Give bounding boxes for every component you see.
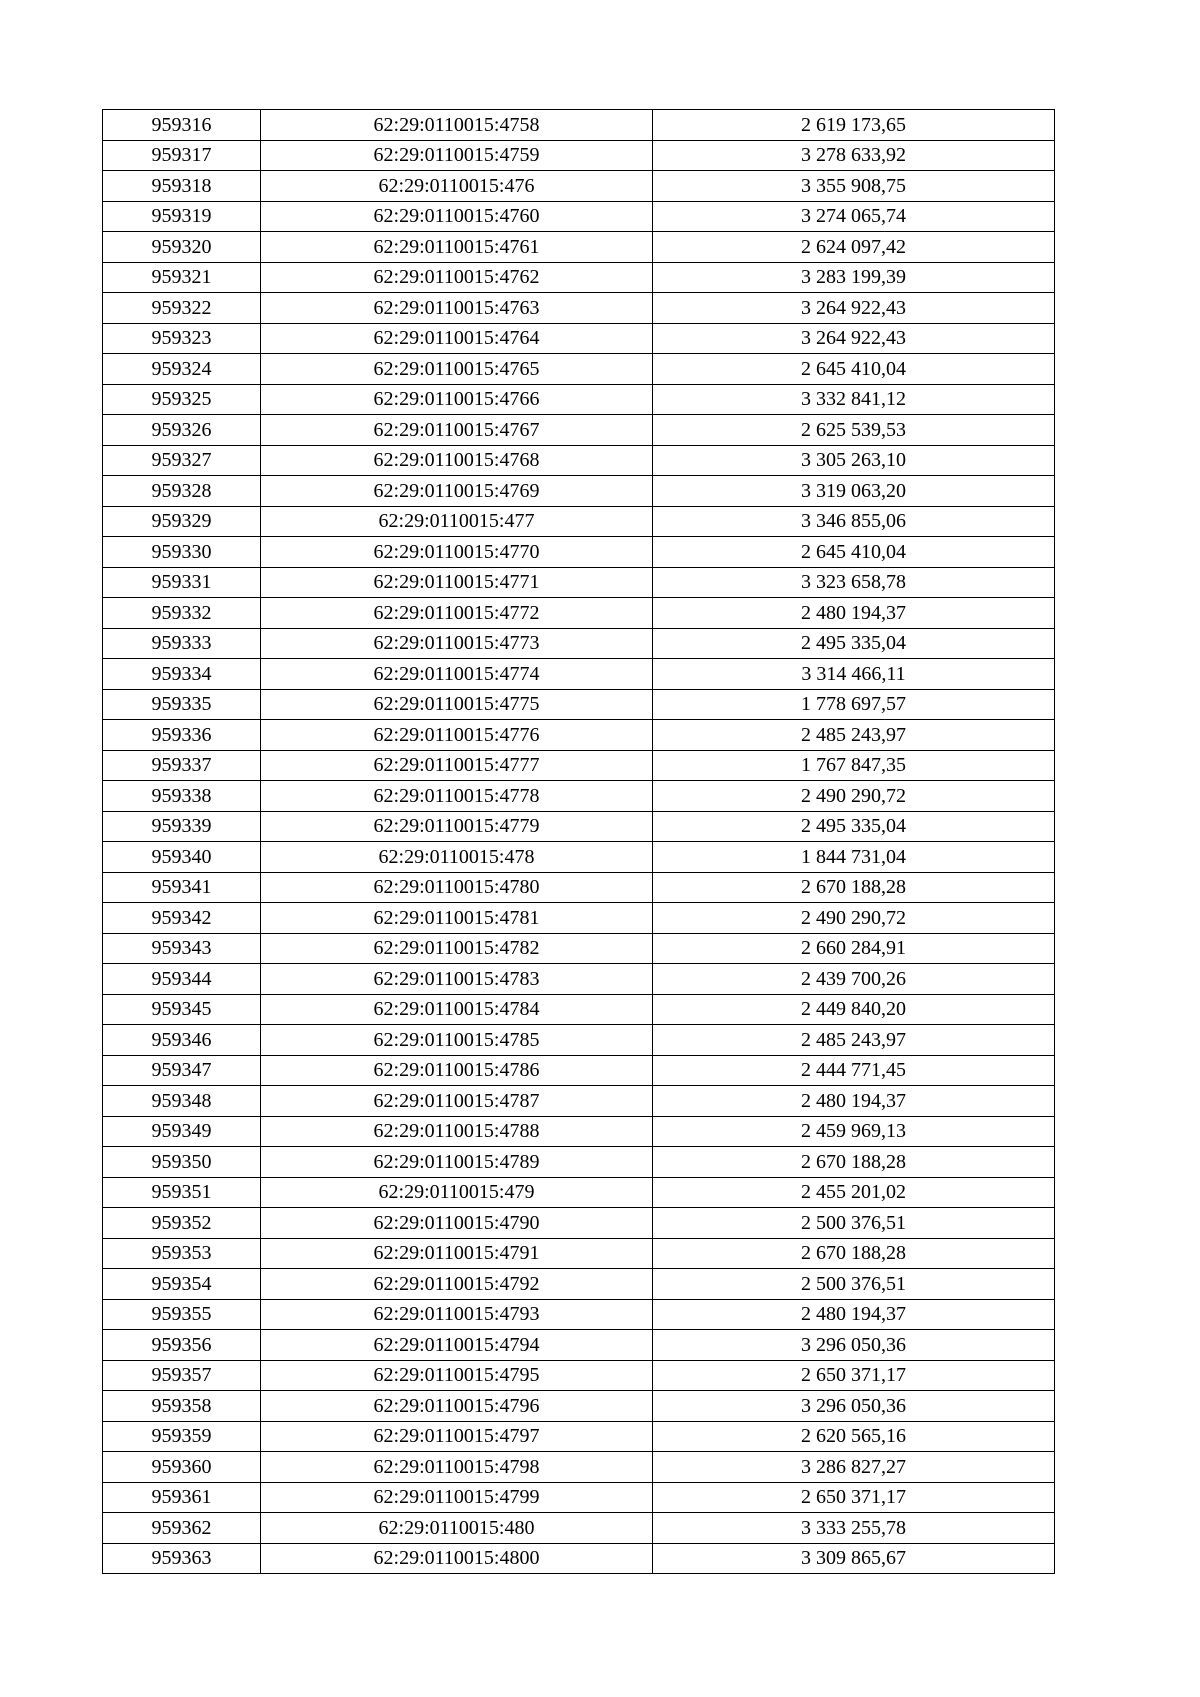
row-number-cell: 959359 — [103, 1421, 261, 1452]
table-row — [103, 872, 1055, 903]
table-row — [103, 1482, 1055, 1513]
table-row — [103, 1238, 1055, 1269]
table-row — [103, 720, 1055, 751]
row-number-cell: 959358 — [103, 1391, 261, 1422]
row-number-cell: 959317 — [103, 140, 261, 171]
row-number-cell: 959346 — [103, 1025, 261, 1056]
value-cell: 3 309 865,67 — [653, 1543, 1055, 1574]
table-row — [103, 415, 1055, 446]
table-row — [103, 1208, 1055, 1239]
row-number-cell: 959332 — [103, 598, 261, 629]
table-row — [103, 537, 1055, 568]
table-row — [103, 781, 1055, 812]
cadastral-number-cell: 62:29:0110015:4774 — [261, 659, 653, 690]
row-number-cell: 959360 — [103, 1452, 261, 1483]
table-row — [103, 1116, 1055, 1147]
row-number-cell: 959326 — [103, 415, 261, 446]
value-cell: 2 500 376,51 — [653, 1269, 1055, 1300]
value-cell: 2 495 335,04 — [653, 628, 1055, 659]
row-number-cell: 959322 — [103, 293, 261, 324]
value-cell: 3 355 908,75 — [653, 171, 1055, 202]
cadastral-number-cell: 62:29:0110015:4785 — [261, 1025, 653, 1056]
table-row — [103, 1330, 1055, 1361]
cadastral-number-cell: 62:29:0110015:4775 — [261, 689, 653, 720]
value-cell: 2 645 410,04 — [653, 537, 1055, 568]
table-row — [103, 171, 1055, 202]
row-number-cell: 959318 — [103, 171, 261, 202]
cadastral-number-cell: 62:29:0110015:4791 — [261, 1238, 653, 1269]
value-cell: 2 485 243,97 — [653, 720, 1055, 751]
table-row — [103, 110, 1055, 141]
cadastral-number-cell: 62:29:0110015:4762 — [261, 262, 653, 293]
cadastral-number-cell: 62:29:0110015:4766 — [261, 384, 653, 415]
cadastral-number-cell: 62:29:0110015:4771 — [261, 567, 653, 598]
value-cell: 2 620 565,16 — [653, 1421, 1055, 1452]
table-row — [103, 323, 1055, 354]
row-number-cell: 959324 — [103, 354, 261, 385]
value-cell: 3 274 065,74 — [653, 201, 1055, 232]
row-number-cell: 959347 — [103, 1055, 261, 1086]
value-cell: 2 650 371,17 — [653, 1482, 1055, 1513]
cadastral-number-cell: 62:29:0110015:4790 — [261, 1208, 653, 1239]
data-table — [102, 109, 1055, 1574]
value-cell: 3 319 063,20 — [653, 476, 1055, 507]
cadastral-number-cell: 62:29:0110015:4769 — [261, 476, 653, 507]
row-number-cell: 959331 — [103, 567, 261, 598]
row-number-cell: 959339 — [103, 811, 261, 842]
table-row — [103, 811, 1055, 842]
cadastral-number-cell: 62:29:0110015:4795 — [261, 1360, 653, 1391]
value-cell: 3 264 922,43 — [653, 323, 1055, 354]
table-row — [103, 1025, 1055, 1056]
cadastral-number-cell: 62:29:0110015:4759 — [261, 140, 653, 171]
row-number-cell: 959342 — [103, 903, 261, 934]
row-number-cell: 959361 — [103, 1482, 261, 1513]
cadastral-number-cell: 62:29:0110015:4796 — [261, 1391, 653, 1422]
value-cell: 3 286 827,27 — [653, 1452, 1055, 1483]
table-row — [103, 1543, 1055, 1574]
row-number-cell: 959344 — [103, 964, 261, 995]
table-row — [103, 293, 1055, 324]
row-number-cell: 959319 — [103, 201, 261, 232]
value-cell: 2 500 376,51 — [653, 1208, 1055, 1239]
cadastral-number-cell: 62:29:0110015:4783 — [261, 964, 653, 995]
table-row — [103, 1177, 1055, 1208]
table-row — [103, 1269, 1055, 1300]
value-cell: 2 650 371,17 — [653, 1360, 1055, 1391]
table-row — [103, 1513, 1055, 1544]
row-number-cell: 959351 — [103, 1177, 261, 1208]
cadastral-number-cell: 62:29:0110015:4778 — [261, 781, 653, 812]
row-number-cell: 959350 — [103, 1147, 261, 1178]
table-row — [103, 994, 1055, 1025]
value-cell: 2 625 539,53 — [653, 415, 1055, 446]
table-row — [103, 1391, 1055, 1422]
value-cell: 3 278 633,92 — [653, 140, 1055, 171]
row-number-cell: 959320 — [103, 232, 261, 263]
value-cell: 2 459 969,13 — [653, 1116, 1055, 1147]
value-cell: 2 495 335,04 — [653, 811, 1055, 842]
row-number-cell: 959348 — [103, 1086, 261, 1117]
row-number-cell: 959330 — [103, 537, 261, 568]
cadastral-number-cell: 62:29:0110015:4797 — [261, 1421, 653, 1452]
row-number-cell: 959352 — [103, 1208, 261, 1239]
row-number-cell: 959349 — [103, 1116, 261, 1147]
cadastral-number-cell: 62:29:0110015:4776 — [261, 720, 653, 751]
cadastral-number-cell: 62:29:0110015:476 — [261, 171, 653, 202]
table-row — [103, 750, 1055, 781]
cadastral-number-cell: 62:29:0110015:4798 — [261, 1452, 653, 1483]
table-row — [103, 201, 1055, 232]
table-row — [103, 964, 1055, 995]
value-cell: 3 333 255,78 — [653, 1513, 1055, 1544]
cadastral-number-cell: 62:29:0110015:480 — [261, 1513, 653, 1544]
cadastral-number-cell: 62:29:0110015:4761 — [261, 232, 653, 263]
value-cell: 2 449 840,20 — [653, 994, 1055, 1025]
cadastral-number-cell: 62:29:0110015:4773 — [261, 628, 653, 659]
cadastral-number-cell: 62:29:0110015:4767 — [261, 415, 653, 446]
table-row — [103, 1360, 1055, 1391]
value-cell: 3 332 841,12 — [653, 384, 1055, 415]
table-row — [103, 1299, 1055, 1330]
cadastral-number-cell: 62:29:0110015:4787 — [261, 1086, 653, 1117]
row-number-cell: 959316 — [103, 110, 261, 141]
row-number-cell: 959354 — [103, 1269, 261, 1300]
cadastral-number-cell: 62:29:0110015:4772 — [261, 598, 653, 629]
table-row — [103, 506, 1055, 537]
table-row — [103, 933, 1055, 964]
table-row — [103, 689, 1055, 720]
row-number-cell: 959341 — [103, 872, 261, 903]
value-cell: 2 660 284,91 — [653, 933, 1055, 964]
row-number-cell: 959338 — [103, 781, 261, 812]
cadastral-number-cell: 62:29:0110015:4794 — [261, 1330, 653, 1361]
row-number-cell: 959325 — [103, 384, 261, 415]
table-row — [103, 1086, 1055, 1117]
value-cell: 3 314 466,11 — [653, 659, 1055, 690]
table-row — [103, 1421, 1055, 1452]
cadastral-number-cell: 62:29:0110015:4758 — [261, 110, 653, 141]
value-cell: 1 767 847,35 — [653, 750, 1055, 781]
value-cell: 2 670 188,28 — [653, 1147, 1055, 1178]
table-row — [103, 842, 1055, 873]
row-number-cell: 959340 — [103, 842, 261, 873]
value-cell: 2 670 188,28 — [653, 872, 1055, 903]
cadastral-number-cell: 62:29:0110015:4764 — [261, 323, 653, 354]
table-row — [103, 476, 1055, 507]
cadastral-number-cell: 62:29:0110015:478 — [261, 842, 653, 873]
table-row — [103, 140, 1055, 171]
row-number-cell: 959356 — [103, 1330, 261, 1361]
table-row — [103, 354, 1055, 385]
cadastral-number-cell: 62:29:0110015:4784 — [261, 994, 653, 1025]
row-number-cell: 959323 — [103, 323, 261, 354]
table-row — [103, 232, 1055, 263]
cadastral-number-cell: 62:29:0110015:4786 — [261, 1055, 653, 1086]
cadastral-number-cell: 62:29:0110015:479 — [261, 1177, 653, 1208]
row-number-cell: 959327 — [103, 445, 261, 476]
cadastral-number-cell: 62:29:0110015:4780 — [261, 872, 653, 903]
value-cell: 1 778 697,57 — [653, 689, 1055, 720]
table-row — [103, 262, 1055, 293]
cadastral-number-cell: 62:29:0110015:4760 — [261, 201, 653, 232]
table-body — [103, 110, 1055, 1574]
cadastral-number-cell: 62:29:0110015:4788 — [261, 1116, 653, 1147]
row-number-cell: 959333 — [103, 628, 261, 659]
row-number-cell: 959362 — [103, 1513, 261, 1544]
value-cell: 2 444 771,45 — [653, 1055, 1055, 1086]
value-cell: 2 624 097,42 — [653, 232, 1055, 263]
value-cell: 2 480 194,37 — [653, 598, 1055, 629]
row-number-cell: 959355 — [103, 1299, 261, 1330]
cadastral-number-cell: 62:29:0110015:4793 — [261, 1299, 653, 1330]
row-number-cell: 959328 — [103, 476, 261, 507]
table-row — [103, 598, 1055, 629]
value-cell: 2 670 188,28 — [653, 1238, 1055, 1269]
value-cell: 2 439 700,26 — [653, 964, 1055, 995]
cadastral-number-cell: 62:29:0110015:4781 — [261, 903, 653, 934]
cadastral-number-cell: 62:29:0110015:4777 — [261, 750, 653, 781]
row-number-cell: 959357 — [103, 1360, 261, 1391]
value-cell: 2 455 201,02 — [653, 1177, 1055, 1208]
row-number-cell: 959363 — [103, 1543, 261, 1574]
cadastral-number-cell: 62:29:0110015:4768 — [261, 445, 653, 476]
cadastral-number-cell: 62:29:0110015:477 — [261, 506, 653, 537]
value-cell: 3 346 855,06 — [653, 506, 1055, 537]
row-number-cell: 959334 — [103, 659, 261, 690]
value-cell: 1 844 731,04 — [653, 842, 1055, 873]
row-number-cell: 959336 — [103, 720, 261, 751]
cadastral-number-cell: 62:29:0110015:4779 — [261, 811, 653, 842]
table-row — [103, 567, 1055, 598]
table-row — [103, 1147, 1055, 1178]
cadastral-number-cell: 62:29:0110015:4799 — [261, 1482, 653, 1513]
row-number-cell: 959345 — [103, 994, 261, 1025]
row-number-cell: 959335 — [103, 689, 261, 720]
cadastral-number-cell: 62:29:0110015:4770 — [261, 537, 653, 568]
value-cell: 3 283 199,39 — [653, 262, 1055, 293]
row-number-cell: 959321 — [103, 262, 261, 293]
value-cell: 2 490 290,72 — [653, 781, 1055, 812]
table-row — [103, 628, 1055, 659]
table-row — [103, 384, 1055, 415]
row-number-cell: 959343 — [103, 933, 261, 964]
cadastral-number-cell: 62:29:0110015:4763 — [261, 293, 653, 324]
value-cell: 2 480 194,37 — [653, 1086, 1055, 1117]
cadastral-number-cell: 62:29:0110015:4782 — [261, 933, 653, 964]
cadastral-number-cell: 62:29:0110015:4800 — [261, 1543, 653, 1574]
cadastral-number-cell: 62:29:0110015:4792 — [261, 1269, 653, 1300]
row-number-cell: 959353 — [103, 1238, 261, 1269]
row-number-cell: 959337 — [103, 750, 261, 781]
value-cell: 2 490 290,72 — [653, 903, 1055, 934]
value-cell: 2 485 243,97 — [653, 1025, 1055, 1056]
table-row — [103, 1055, 1055, 1086]
value-cell: 3 296 050,36 — [653, 1330, 1055, 1361]
table-row — [103, 445, 1055, 476]
cadastral-number-cell: 62:29:0110015:4765 — [261, 354, 653, 385]
value-cell: 2 480 194,37 — [653, 1299, 1055, 1330]
value-cell: 3 296 050,36 — [653, 1391, 1055, 1422]
cadastral-number-cell: 62:29:0110015:4789 — [261, 1147, 653, 1178]
value-cell: 3 323 658,78 — [653, 567, 1055, 598]
table-row — [103, 1452, 1055, 1483]
row-number-cell: 959329 — [103, 506, 261, 537]
value-cell: 3 305 263,10 — [653, 445, 1055, 476]
value-cell: 2 619 173,65 — [653, 110, 1055, 141]
value-cell: 2 645 410,04 — [653, 354, 1055, 385]
value-cell: 3 264 922,43 — [653, 293, 1055, 324]
table-row — [103, 659, 1055, 690]
table-row — [103, 903, 1055, 934]
